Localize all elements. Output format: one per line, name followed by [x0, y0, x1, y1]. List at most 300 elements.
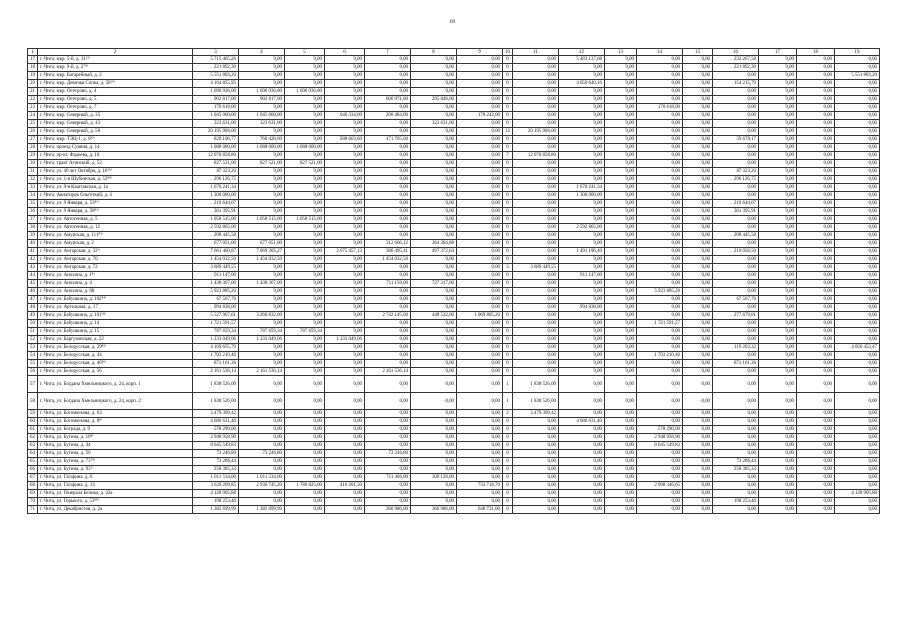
- value-cell: 0,00: [325, 506, 365, 514]
- value-cell: 0,00: [513, 232, 559, 240]
- value-cell: 0,00: [835, 393, 880, 410]
- address-cell: г. Чита, ул. Амурская, д. 2: [38, 240, 193, 248]
- value-cell: 0,00: [411, 450, 457, 458]
- value-cell: 0,00: [637, 344, 683, 352]
- value-cell: 0,00: [835, 442, 880, 450]
- value-cell: 0,00: [713, 120, 759, 128]
- address-cell: г. Чита, ул. Бутина, д. 44: [38, 442, 193, 450]
- value-cell: 0: [503, 144, 513, 152]
- value-cell: 0,00: [713, 216, 759, 224]
- value-cell: 0,00: [605, 88, 637, 96]
- value-cell: 994 838,00: [559, 304, 605, 312]
- value-cell: 0,00: [797, 136, 835, 144]
- value-cell: 0,00: [559, 160, 605, 168]
- value-cell: 0,00: [411, 88, 457, 96]
- address-cell: г. Чита, мкр. Осетрово, д. 5: [38, 96, 193, 104]
- value-cell: 0,00: [457, 458, 503, 466]
- value-cell: 0,00: [605, 360, 637, 368]
- value-cell: 0,00: [835, 304, 880, 312]
- value-cell: 0,00: [513, 442, 559, 450]
- row-number: 44: [28, 272, 38, 280]
- column-header: 7: [365, 49, 411, 56]
- value-cell: 0,00: [411, 393, 457, 410]
- value-cell: 221 892,30: [193, 64, 239, 72]
- value-cell: 0,00: [605, 200, 637, 208]
- value-cell: 0,00: [835, 352, 880, 360]
- value-cell: 0,00: [835, 288, 880, 296]
- value-cell: 0,00: [411, 208, 457, 216]
- value-cell: 0,00: [325, 393, 365, 410]
- value-cell: 0,00: [559, 442, 605, 450]
- value-cell: 0,00: [285, 272, 325, 280]
- value-cell: 0,00: [365, 120, 411, 128]
- value-cell: 0,00: [637, 450, 683, 458]
- value-cell: 0,00: [325, 104, 365, 112]
- value-cell: 0,00: [325, 56, 365, 64]
- value-cell: 0,00: [835, 434, 880, 442]
- value-cell: 0,00: [797, 192, 835, 200]
- value-cell: 0,00: [239, 458, 285, 466]
- value-cell: 0,00: [759, 128, 797, 136]
- value-cell: 0,00: [285, 240, 325, 248]
- value-cell: 0,00: [605, 442, 637, 450]
- row-number: 18: [28, 64, 38, 72]
- value-cell: 0,00: [365, 184, 411, 192]
- row-number: 39: [28, 232, 38, 240]
- value-cell: 0,00: [559, 120, 605, 128]
- value-cell: 0,00: [605, 168, 637, 176]
- value-cell: 0,00: [411, 344, 457, 352]
- value-cell: 0,00: [835, 312, 880, 320]
- column-header: 5: [285, 49, 325, 56]
- value-cell: 0,00: [759, 296, 797, 304]
- value-cell: 0,00: [239, 80, 285, 88]
- value-cell: 0,00: [365, 418, 411, 426]
- value-cell: 0,00: [759, 442, 797, 450]
- value-cell: 0,00: [559, 434, 605, 442]
- value-cell: 0,00: [513, 64, 559, 72]
- value-cell: 0,00: [835, 176, 880, 184]
- value-cell: 0,00: [365, 336, 411, 344]
- value-cell: 0,00: [835, 256, 880, 264]
- value-cell: 0,00: [559, 498, 605, 506]
- value-cell: 0,00: [513, 336, 559, 344]
- value-cell: 0,00: [835, 458, 880, 466]
- value-cell: 0,00: [513, 352, 559, 360]
- address-cell: г. Чита, ул. Бутина, д. 50: [38, 450, 193, 458]
- value-cell: 0,00: [285, 410, 325, 418]
- table-row: [28, 216, 880, 224]
- value-cell: 0,00: [365, 80, 411, 88]
- value-cell: 1 011 534,00: [193, 474, 239, 482]
- value-cell: 0,00: [559, 368, 605, 376]
- value-cell: 67 567,76: [193, 296, 239, 304]
- value-cell: 0,00: [713, 418, 759, 426]
- value-cell: 0,00: [759, 352, 797, 360]
- table-row: [28, 96, 880, 104]
- value-cell: 0,00: [637, 418, 683, 426]
- value-cell: 0,00: [605, 352, 637, 360]
- value-cell: 73 286,44: [193, 458, 239, 466]
- value-cell: 7: [503, 152, 513, 160]
- column-header: 2: [38, 49, 193, 56]
- value-cell: 0,00: [325, 442, 365, 450]
- value-cell: 0: [503, 320, 513, 328]
- value-cell: 0,00: [457, 208, 503, 216]
- value-cell: 7 069 305,27: [239, 248, 285, 256]
- value-cell: 0,00: [797, 208, 835, 216]
- table-row: [28, 160, 880, 168]
- value-cell: 0,00: [835, 208, 880, 216]
- value-cell: 0,00: [285, 232, 325, 240]
- value-cell: 0,00: [835, 120, 880, 128]
- value-cell: 0,00: [835, 152, 880, 160]
- value-cell: 1 780 825,00: [285, 482, 325, 490]
- value-cell: 827 521,00: [239, 160, 285, 168]
- value-cell: 0,00: [713, 160, 759, 168]
- value-cell: 0,00: [411, 64, 457, 72]
- value-cell: 0,00: [513, 104, 559, 112]
- value-cell: 0,00: [683, 88, 713, 96]
- value-cell: 258 385,33: [193, 466, 239, 474]
- address-cell: г. Чита, ул. 1-я Шубинская, д. 53⁸⁰⁾: [38, 176, 193, 184]
- row-number: 38: [28, 224, 38, 232]
- value-cell: 0,00: [797, 498, 835, 506]
- address-cell: г. Чита, тракт Агинский, д. 53: [38, 160, 193, 168]
- value-cell: 0,00: [713, 184, 759, 192]
- column-header: 4: [239, 49, 285, 56]
- address-cell: г. Чита, ул. 40 лет Октября, д. 16¹⁰⁾: [38, 168, 193, 176]
- value-cell: 0,00: [713, 96, 759, 104]
- value-cell: 0,00: [713, 112, 759, 120]
- value-cell: 0,00: [835, 360, 880, 368]
- column-header: 12: [559, 49, 605, 56]
- value-cell: 0,00: [457, 280, 503, 288]
- address-cell: г. Чита, мкр. 5-й, д. 31¹³⁾: [38, 56, 193, 64]
- value-cell: 0,00: [365, 104, 411, 112]
- value-cell: 0,00: [637, 248, 683, 256]
- value-cell: 0,00: [797, 232, 835, 240]
- value-cell: 0,00: [605, 112, 637, 120]
- value-cell: 12: [503, 128, 513, 136]
- value-cell: 0,00: [457, 256, 503, 264]
- value-cell: 0,00: [513, 208, 559, 216]
- value-cell: 0,00: [513, 280, 559, 288]
- value-cell: 0,00: [605, 216, 637, 224]
- value-cell: 0,00: [759, 344, 797, 352]
- value-cell: 0,00: [605, 160, 637, 168]
- value-cell: 0,00: [365, 376, 411, 393]
- value-cell: 0,00: [637, 128, 683, 136]
- value-cell: 0,00: [683, 120, 713, 128]
- value-cell: 0,00: [605, 56, 637, 64]
- value-cell: 0,00: [683, 434, 713, 442]
- value-cell: 0: [503, 272, 513, 280]
- value-cell: 0,00: [513, 136, 559, 144]
- value-cell: 0,00: [559, 490, 605, 498]
- row-number: 50: [28, 320, 38, 328]
- row-number: 66: [28, 466, 38, 474]
- value-cell: 295 846,00: [411, 96, 457, 104]
- value-cell: 0,00: [797, 240, 835, 248]
- value-cell: 0,00: [637, 168, 683, 176]
- value-cell: 170 618,00: [637, 104, 683, 112]
- value-cell: 0,00: [637, 120, 683, 128]
- value-cell: 0,00: [559, 200, 605, 208]
- value-cell: 0: [503, 80, 513, 88]
- value-cell: 0,00: [285, 184, 325, 192]
- value-cell: 0,00: [411, 360, 457, 368]
- value-cell: 0,00: [605, 434, 637, 442]
- value-cell: 73 286,44: [713, 458, 759, 466]
- value-cell: 0,00: [835, 112, 880, 120]
- value-cell: 0,00: [285, 136, 325, 144]
- value-cell: 0,00: [457, 168, 503, 176]
- row-number: 56: [28, 368, 38, 376]
- address-cell: г. Чита, Авиаторов Ольгеткий, д. 4: [38, 192, 193, 200]
- value-cell: 0,00: [759, 482, 797, 490]
- value-cell: 0,00: [457, 490, 503, 498]
- value-cell: 0,00: [797, 360, 835, 368]
- value-cell: 0,00: [713, 104, 759, 112]
- value-cell: 0,00: [239, 393, 285, 410]
- value-cell: 677 051,00: [239, 240, 285, 248]
- value-cell: 3 689 449,55: [193, 264, 239, 272]
- value-cell: 0,00: [513, 458, 559, 466]
- value-cell: 0,00: [637, 256, 683, 264]
- row-number: 49: [28, 312, 38, 320]
- row-number: 30: [28, 160, 38, 168]
- value-cell: 0,00: [759, 168, 797, 176]
- address-cell: г. Чита, ул. Ангарская, д. 72: [38, 264, 193, 272]
- value-cell: 1 233 049,06: [239, 336, 285, 344]
- value-cell: 4 050 452,47: [835, 344, 880, 352]
- value-cell: 0,00: [457, 80, 503, 88]
- value-cell: 0,00: [683, 72, 713, 80]
- value-cell: 0,00: [285, 112, 325, 120]
- value-cell: 0,00: [835, 240, 880, 248]
- value-cell: 0,00: [713, 320, 759, 328]
- value-cell: 0,00: [457, 352, 503, 360]
- address-cell: г. Чита, ул. Бутина, д. 73⁷⁸⁾: [38, 458, 193, 466]
- value-cell: 0,00: [759, 376, 797, 393]
- value-cell: 0,00: [513, 328, 559, 336]
- value-cell: 0,00: [325, 264, 365, 272]
- value-cell: 364 384,88: [411, 240, 457, 248]
- value-cell: 0,00: [365, 176, 411, 184]
- row-number: 42: [28, 256, 38, 264]
- value-cell: 0,00: [713, 442, 759, 450]
- value-cell: 0,00: [559, 208, 605, 216]
- value-cell: 0,00: [411, 224, 457, 232]
- value-cell: 0,00: [457, 304, 503, 312]
- value-cell: 902 817,00: [239, 96, 285, 104]
- value-cell: 0,00: [797, 393, 835, 410]
- value-cell: 0: [503, 112, 513, 120]
- value-cell: 0,00: [713, 272, 759, 280]
- value-cell: 0,00: [759, 232, 797, 240]
- value-cell: 760 428,60: [239, 136, 285, 144]
- row-number: 57: [28, 376, 38, 393]
- value-cell: 87 323,20: [713, 168, 759, 176]
- row-number: 70: [28, 498, 38, 506]
- value-cell: 0,00: [285, 64, 325, 72]
- value-cell: 871 161,36: [713, 360, 759, 368]
- value-cell: 0,00: [637, 410, 683, 418]
- value-cell: 0,00: [835, 280, 880, 288]
- value-cell: 0,00: [835, 56, 880, 64]
- address-cell: г. Чита, ул. Ангарская, д. 32¹⁾: [38, 248, 193, 256]
- value-cell: 0,00: [513, 490, 559, 498]
- value-cell: 0,00: [559, 72, 605, 80]
- address-cell: г. Чита, мкр. Северный, д. 35: [38, 112, 193, 120]
- value-cell: 0: [503, 466, 513, 474]
- value-cell: 0,00: [605, 176, 637, 184]
- address-cell: г. Чита, мкр. Девичья Сопка, д. 58¹⁹⁾: [38, 80, 193, 88]
- table-header-row: [28, 49, 880, 56]
- value-cell: 0,00: [411, 442, 457, 450]
- value-cell: 0,00: [513, 418, 559, 426]
- value-cell: 0,00: [605, 192, 637, 200]
- value-cell: 0,00: [759, 393, 797, 410]
- value-cell: 0,00: [683, 336, 713, 344]
- value-cell: 0: [503, 490, 513, 498]
- value-cell: 0,00: [605, 304, 637, 312]
- value-cell: 0: [503, 418, 513, 426]
- value-cell: 0,00: [605, 312, 637, 320]
- address-cell: г. Чита, ул. Анохина, д. 4: [38, 280, 193, 288]
- value-cell: 5 551 883,20: [835, 72, 880, 80]
- value-cell: 0,00: [713, 88, 759, 96]
- value-cell: 0,00: [411, 136, 457, 144]
- value-cell: 0,00: [457, 192, 503, 200]
- value-cell: 0,00: [683, 280, 713, 288]
- value-cell: 0,00: [285, 418, 325, 426]
- value-cell: 0,00: [559, 466, 605, 474]
- value-cell: 0,00: [457, 64, 503, 72]
- value-cell: 0,00: [513, 216, 559, 224]
- value-cell: 0,00: [605, 272, 637, 280]
- value-cell: 0,00: [683, 426, 713, 434]
- table-row: [28, 280, 880, 288]
- value-cell: 0,00: [637, 232, 683, 240]
- value-cell: 0,00: [325, 328, 365, 336]
- value-cell: 0,00: [605, 368, 637, 376]
- value-cell: 0,00: [559, 474, 605, 482]
- value-cell: 0,00: [835, 104, 880, 112]
- value-cell: 0,00: [457, 466, 503, 474]
- value-cell: 0,00: [239, 192, 285, 200]
- value-cell: 0,00: [325, 128, 365, 136]
- value-cell: 0,00: [605, 482, 637, 490]
- address-cell: г. Чита, ул. Декабристов, д. 2а: [38, 506, 193, 514]
- value-cell: 0,00: [239, 418, 285, 426]
- value-cell: 0,00: [797, 352, 835, 360]
- value-cell: 0,00: [835, 498, 880, 506]
- value-cell: 0,00: [411, 216, 457, 224]
- value-cell: 0,00: [285, 200, 325, 208]
- value-cell: 0,00: [835, 136, 880, 144]
- table-row: [28, 393, 880, 410]
- value-cell: 0,00: [365, 192, 411, 200]
- value-cell: 1: [503, 393, 513, 410]
- value-cell: 0,00: [285, 152, 325, 160]
- value-cell: 0,00: [797, 144, 835, 152]
- value-cell: 0,00: [683, 442, 713, 450]
- address-cell: г. Чита, ул. Белорусская, д. 44: [38, 352, 193, 360]
- value-cell: 0,00: [637, 360, 683, 368]
- value-cell: 12 070 858,80: [193, 152, 239, 160]
- value-cell: 0,00: [759, 88, 797, 96]
- value-cell: 0,00: [683, 328, 713, 336]
- value-cell: 0,00: [713, 144, 759, 152]
- value-cell: 0,00: [605, 120, 637, 128]
- value-cell: 366 986,00: [411, 506, 457, 514]
- value-cell: 0,00: [797, 458, 835, 466]
- value-cell: 0,00: [457, 232, 503, 240]
- value-cell: 0,00: [759, 192, 797, 200]
- value-cell: 0,00: [411, 176, 457, 184]
- value-cell: 296 126,75: [193, 176, 239, 184]
- value-cell: 5 551 883,20: [193, 72, 239, 80]
- table-row: [28, 264, 880, 272]
- value-cell: 0,00: [605, 248, 637, 256]
- value-cell: 0,00: [325, 498, 365, 506]
- value-cell: 0,00: [457, 320, 503, 328]
- value-cell: 0,00: [457, 393, 503, 410]
- value-cell: 2 930 745,20: [239, 482, 285, 490]
- value-cell: 0,00: [559, 280, 605, 288]
- value-cell: 0,00: [759, 410, 797, 418]
- value-cell: 0,00: [797, 304, 835, 312]
- value-cell: 4 050 640,16: [559, 80, 605, 88]
- value-cell: 8 645 549,83: [637, 442, 683, 450]
- page-number: 69: [449, 19, 456, 25]
- value-cell: 0,00: [759, 56, 797, 64]
- value-cell: 0,00: [759, 64, 797, 72]
- value-cell: 0,00: [411, 264, 457, 272]
- value-cell: 0: [503, 352, 513, 360]
- column-header: 11: [513, 49, 559, 56]
- value-cell: 0,00: [683, 393, 713, 410]
- value-cell: 0,00: [365, 304, 411, 312]
- table-row: [28, 336, 880, 344]
- value-cell: 0,00: [457, 72, 503, 80]
- value-cell: 3 479 369,42: [513, 410, 559, 418]
- table-row: [28, 64, 880, 72]
- value-cell: 2 592 865,00: [193, 224, 239, 232]
- column-header: 14: [637, 49, 683, 56]
- value-cell: 0,00: [637, 112, 683, 120]
- value-cell: 0,00: [713, 152, 759, 160]
- value-cell: 0,00: [325, 256, 365, 264]
- value-cell: 0,00: [239, 442, 285, 450]
- value-cell: 0,00: [759, 312, 797, 320]
- value-cell: 2: [503, 410, 513, 418]
- value-cell: 0,00: [797, 96, 835, 104]
- value-cell: 1: [503, 376, 513, 393]
- value-cell: 0,00: [637, 304, 683, 312]
- value-cell: 0,00: [325, 320, 365, 328]
- value-cell: 1 838 526,00: [193, 393, 239, 410]
- value-cell: 0,00: [239, 410, 285, 418]
- row-number: 45: [28, 280, 38, 288]
- table-row: [28, 184, 880, 192]
- value-cell: 1 838 526,00: [513, 393, 559, 410]
- column-header: 17: [759, 49, 797, 56]
- table-row: [28, 368, 880, 376]
- value-cell: 3 639 209,85: [193, 482, 239, 490]
